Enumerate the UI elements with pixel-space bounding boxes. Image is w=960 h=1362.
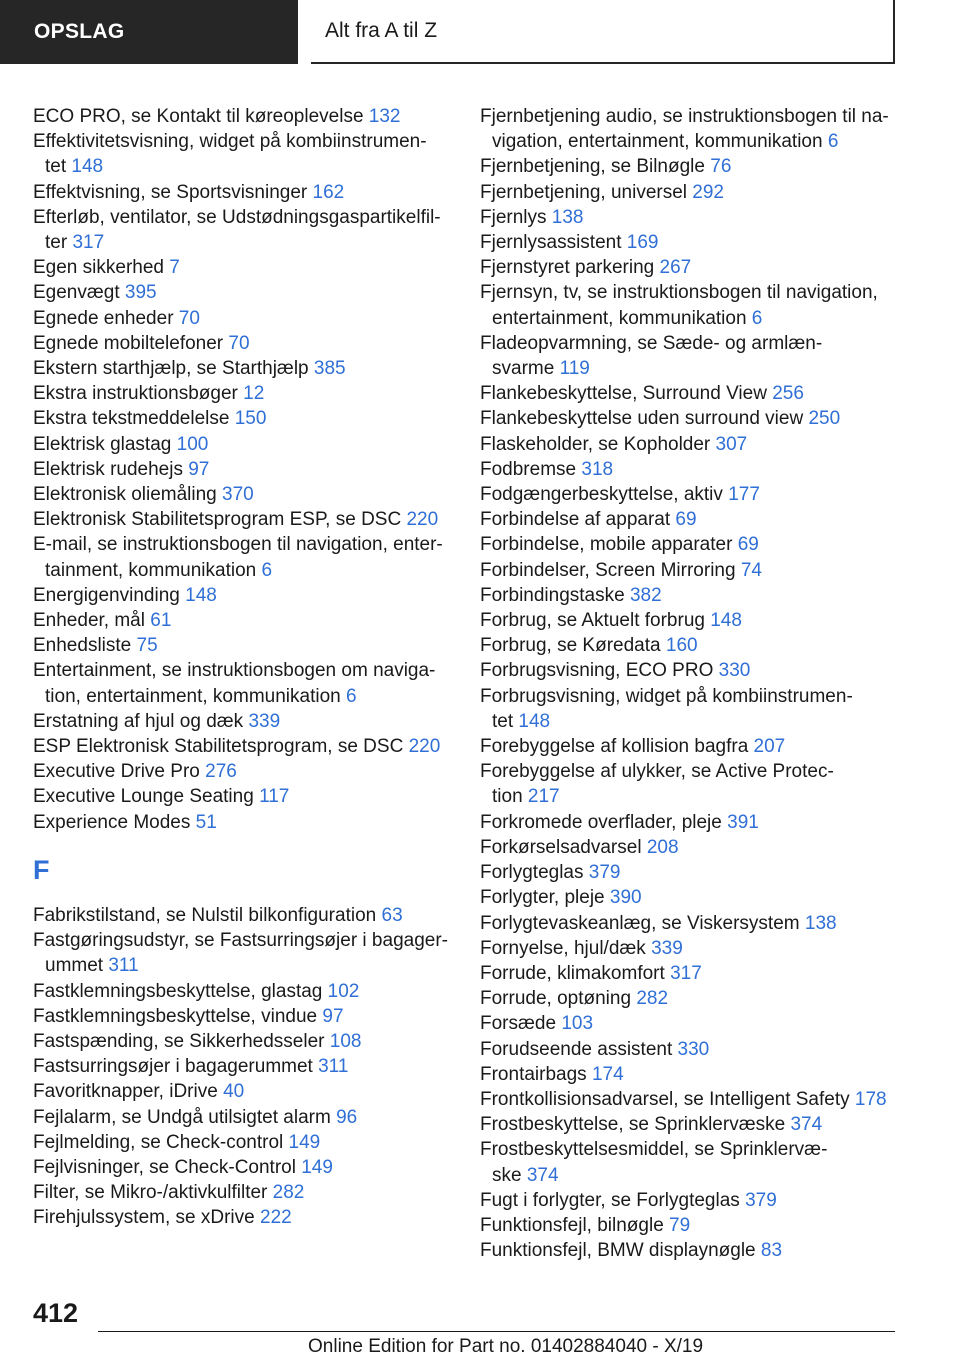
page-reference-link[interactable]: 69 bbox=[737, 534, 759, 556]
index-entry-term: Fornyelse, hjul/dæk bbox=[480, 937, 646, 959]
page-reference-link[interactable]: 12 bbox=[243, 383, 265, 405]
index-entry bbox=[480, 406, 920, 431]
page-reference-link[interactable]: 379 bbox=[745, 1189, 777, 1211]
index-entry-term: Frontairbags bbox=[480, 1063, 587, 1085]
page-reference-link[interactable]: 6 bbox=[827, 131, 839, 153]
index-entry-term: Fladeopvarmning, se Sæde- og armlæn- bbox=[480, 332, 823, 354]
index-entry bbox=[480, 734, 920, 759]
page-reference-link[interactable]: 250 bbox=[808, 408, 841, 430]
page-reference-link[interactable]: 317 bbox=[72, 232, 105, 254]
index-entry-term: Forudseende assistent bbox=[480, 1038, 673, 1060]
page-reference-link[interactable]: 256 bbox=[772, 383, 804, 405]
index-entry-term: Egenvægt bbox=[33, 282, 120, 304]
index-entry-term: Enhedsliste bbox=[33, 635, 132, 657]
page-reference-link[interactable]: 217 bbox=[527, 786, 560, 808]
index-entry bbox=[480, 759, 920, 809]
page-reference-link[interactable]: 70 bbox=[178, 307, 200, 329]
index-entry bbox=[480, 381, 920, 406]
index-entry-term: tet bbox=[492, 710, 514, 732]
footer-edition-text: Online Edition for Part no. 01402884040 - X/19 bbox=[308, 1336, 704, 1357]
index-entry-term: Enheder, mål bbox=[33, 610, 145, 632]
index-entry bbox=[480, 936, 920, 961]
page-reference-link[interactable]: 69 bbox=[675, 509, 697, 531]
page-reference-link[interactable]: 207 bbox=[753, 736, 786, 758]
index-entry-term: Energigenvinding bbox=[33, 584, 180, 606]
index-entry-term: Fjernlysassistent bbox=[480, 232, 622, 254]
index-entry-term: Forkromede overflader, pleje bbox=[480, 811, 722, 833]
page-reference-link[interactable]: 208 bbox=[646, 836, 679, 858]
index-entry bbox=[33, 709, 453, 734]
index-entry bbox=[33, 205, 453, 255]
page-reference-link[interactable]: 382 bbox=[629, 584, 662, 606]
page-reference-link[interactable]: 6 bbox=[261, 559, 273, 581]
page-header bbox=[0, 0, 960, 66]
page-reference-link[interactable]: 374 bbox=[790, 1114, 823, 1136]
index-entry bbox=[33, 381, 453, 406]
page-reference-link[interactable]: 311 bbox=[108, 955, 139, 977]
index-entry-term: Favoritknapper, iDrive bbox=[33, 1081, 218, 1103]
index-entry-term: tet bbox=[45, 156, 67, 178]
index-entry-term: Forlygteglas bbox=[480, 862, 584, 884]
index-entry bbox=[33, 1079, 453, 1104]
index-column-left bbox=[33, 104, 453, 1231]
index-entry bbox=[33, 129, 453, 179]
page-reference-link[interactable]: 391 bbox=[727, 811, 759, 833]
page-reference-link[interactable]: 162 bbox=[312, 181, 345, 203]
index-entry-term: Flankebeskyttelse, Surround View bbox=[480, 383, 767, 405]
index-entry-term: Fodbremse bbox=[480, 458, 577, 480]
index-entry bbox=[33, 979, 453, 1004]
page-reference-link[interactable]: 160 bbox=[665, 635, 698, 657]
index-entry-term: Fejlvisninger, se Check-Control bbox=[33, 1156, 296, 1178]
index-entry bbox=[33, 280, 453, 305]
index-entry bbox=[480, 205, 920, 230]
index-entry bbox=[33, 180, 453, 205]
index-entry bbox=[480, 860, 920, 885]
page-reference-link[interactable]: 169 bbox=[626, 232, 659, 254]
index-entry-term: Ekstra tekstmeddelelse bbox=[33, 408, 230, 430]
page-reference-link[interactable]: 83 bbox=[760, 1240, 783, 1262]
index-entry-term: Forebyggelse af kollision bagfra bbox=[480, 736, 749, 758]
index-entry-term: Egnede enheder bbox=[33, 307, 174, 329]
page-reference-link[interactable]: 385 bbox=[313, 358, 346, 380]
index-entry bbox=[33, 1180, 453, 1205]
index-entry-term: Fastsurringsøjer i bagagerummet bbox=[33, 1056, 313, 1078]
page-reference-link[interactable]: 74 bbox=[740, 559, 762, 581]
index-entry-term: ESP Elektronisk Stabilitetsprogram, se DSC bbox=[33, 736, 404, 758]
index-entry-term: Funktionsfejl, bilnøgle bbox=[480, 1214, 664, 1236]
index-entry bbox=[480, 457, 920, 482]
index-entry bbox=[480, 911, 920, 936]
page-reference-link[interactable]: 330 bbox=[677, 1038, 710, 1060]
page-reference-link[interactable]: 61 bbox=[150, 610, 172, 632]
page-reference-link[interactable]: 390 bbox=[609, 887, 642, 909]
index-list-e bbox=[33, 104, 453, 835]
index-entry-term: Executive Lounge Seating bbox=[33, 786, 254, 808]
index-list-f bbox=[33, 903, 453, 1231]
page-reference-link[interactable]: 317 bbox=[670, 962, 702, 984]
index-entry-term: Fjernbetjening audio, se instruktionsbogen til na- bbox=[480, 106, 889, 127]
index-entry bbox=[480, 104, 920, 154]
index-entry bbox=[480, 532, 920, 557]
page-reference-link[interactable]: 138 bbox=[804, 912, 837, 934]
page-reference-link[interactable]: 6 bbox=[346, 685, 357, 707]
page-reference-link[interactable]: 149 bbox=[288, 1131, 321, 1153]
index-entry bbox=[33, 1029, 453, 1054]
index-entry-term: Erstatning af hjul og dæk bbox=[33, 710, 244, 732]
index-entry bbox=[480, 583, 920, 608]
index-entry-term: Fjernstyret parkering bbox=[480, 257, 655, 279]
page-reference-link[interactable]: 119 bbox=[559, 358, 590, 380]
page-reference-link[interactable]: 100 bbox=[176, 433, 209, 455]
index-entry bbox=[33, 903, 453, 928]
index-entry bbox=[33, 507, 453, 532]
section-tab[interactable]: OPSLAG bbox=[0, 0, 298, 64]
index-entry bbox=[480, 331, 920, 381]
index-entry bbox=[480, 1062, 920, 1087]
index-entry-term: Egnede mobiltelefoner bbox=[33, 332, 224, 354]
index-entry-term: Elektronisk oliemåling bbox=[33, 484, 217, 506]
index-entry bbox=[480, 986, 920, 1011]
index-entry-term: Effektvisning, se Sportsvisninger bbox=[33, 181, 308, 203]
page-reference-link[interactable]: 7 bbox=[169, 257, 180, 279]
index-entry-term: Forbrug, se Aktuelt forbrug bbox=[480, 610, 705, 632]
index-entry-term: Fjernsyn, tv, se instruktionsbogen til navigation, bbox=[480, 282, 878, 304]
index-entry-term: Forbrug, se Køredata bbox=[480, 635, 661, 657]
section-letter-heading: F bbox=[33, 854, 50, 885]
index-entry bbox=[33, 255, 453, 280]
page-reference-link[interactable]: 149 bbox=[301, 1156, 333, 1178]
index-entry bbox=[33, 784, 453, 809]
index-entry bbox=[33, 356, 453, 381]
page-reference-link[interactable]: 282 bbox=[636, 988, 669, 1010]
page-reference-link[interactable]: 307 bbox=[715, 433, 748, 455]
index-entry-term: Ekstra instruktionsbøger bbox=[33, 383, 238, 405]
index-entry bbox=[480, 885, 920, 910]
page-reference-link[interactable]: 138 bbox=[551, 206, 584, 228]
index-entry-term: Experience Modes bbox=[33, 811, 191, 833]
page-reference-link[interactable]: 222 bbox=[260, 1207, 292, 1229]
index-entry-term: entertainment, kommunikation bbox=[492, 307, 747, 329]
index-entry-term: Forebyggelse af ulykker, se Active Protec- bbox=[480, 761, 834, 783]
index-entry-term: Forbindelse af apparat bbox=[480, 509, 671, 531]
index-entry-term: Forbrugsvisning, widget på kombiinstrumen- bbox=[480, 685, 853, 707]
index-entry-term: Flankebeskyttelse uden surround view bbox=[480, 408, 804, 430]
index-entry-term: Forrude, klimakomfort bbox=[480, 962, 665, 984]
index-entry-term: Fabrikstilstand, se Nulstil bilkonfiguration bbox=[33, 904, 377, 926]
index-entry-term: Funktionsfejl, BMW displaynøgle bbox=[480, 1240, 756, 1262]
page-reference-link[interactable]: 339 bbox=[248, 710, 281, 732]
page-reference-link[interactable]: 330 bbox=[718, 660, 751, 682]
page-reference-link[interactable]: 379 bbox=[588, 862, 621, 884]
page-number: 412 bbox=[33, 1298, 79, 1328]
index-entry bbox=[480, 154, 920, 179]
page-reference-link[interactable]: 370 bbox=[222, 484, 254, 506]
index-entry bbox=[33, 608, 453, 633]
index-entry-term: Effektivitetsvisning, widget på kombiinstrumen- bbox=[33, 131, 427, 153]
index-entry-term: Forbindingstaske bbox=[480, 584, 625, 606]
page-reference-link[interactable]: 395 bbox=[124, 282, 157, 304]
index-entry-term: Fodgængerbeskyttelse, aktiv bbox=[480, 484, 723, 506]
index-entry bbox=[33, 1105, 453, 1130]
page-reference-link[interactable]: 51 bbox=[195, 811, 217, 833]
index-entry bbox=[480, 1238, 920, 1263]
index-entry-term: Frontkollisionsadvarsel, se Intelligent Safety bbox=[480, 1088, 850, 1110]
page-reference-link[interactable]: 276 bbox=[205, 761, 237, 783]
page-reference-link[interactable]: 292 bbox=[692, 181, 724, 203]
index-entry-term: Egen sikkerhed bbox=[33, 257, 164, 279]
index-entry-term: Fastklemningsbeskyttelse, glastag bbox=[33, 980, 323, 1002]
page-reference-link[interactable]: 103 bbox=[561, 1013, 594, 1035]
index-entry bbox=[33, 1130, 453, 1155]
index-entry-term: Forbindelser, Screen Mirroring bbox=[480, 559, 736, 581]
index-entry bbox=[33, 658, 453, 708]
page-reference-link[interactable]: 117 bbox=[259, 786, 290, 808]
page-reference-link[interactable]: 148 bbox=[185, 584, 217, 606]
page-reference-link[interactable]: 75 bbox=[136, 635, 158, 657]
index-entry-term: vigation, entertainment, kommunikation bbox=[492, 131, 823, 153]
page-reference-link[interactable]: 97 bbox=[188, 458, 210, 480]
index-entry bbox=[33, 1054, 453, 1079]
page-reference-link[interactable]: 150 bbox=[234, 408, 267, 430]
index-entry bbox=[480, 608, 920, 633]
page-reference-link[interactable]: 374 bbox=[526, 1164, 559, 1186]
index-entry bbox=[33, 583, 453, 608]
index-entry bbox=[480, 1112, 920, 1137]
page-reference-link[interactable]: 148 bbox=[71, 156, 104, 178]
index-entry bbox=[33, 759, 453, 784]
index-entry-term: Firehjulssystem, se xDrive bbox=[33, 1207, 255, 1229]
index-entry bbox=[480, 633, 920, 658]
index-entry-term: Flaskeholder, se Kopholder bbox=[480, 433, 711, 455]
index-entry-term: Elektrisk rudehejs bbox=[33, 458, 183, 480]
page-reference-link[interactable]: 6 bbox=[751, 307, 763, 329]
index-entry bbox=[480, 658, 920, 683]
index-entry bbox=[480, 1011, 920, 1036]
page-reference-link[interactable]: 108 bbox=[329, 1030, 362, 1052]
index-entry bbox=[480, 1087, 920, 1112]
index-entry-term: Executive Drive Pro bbox=[33, 761, 200, 783]
page-reference-link[interactable]: 40 bbox=[223, 1081, 245, 1103]
index-entry-term: tainment, kommunikation bbox=[45, 559, 257, 581]
index-entry bbox=[33, 482, 453, 507]
index-entry-term: Entertainment, se instruktionsbogen om naviga- bbox=[33, 660, 436, 682]
index-entry bbox=[480, 180, 920, 205]
page-reference-link[interactable]: 97 bbox=[322, 1005, 344, 1027]
index-entry bbox=[33, 1004, 453, 1029]
index-entry bbox=[33, 810, 453, 835]
index-entry-term: Forsæde bbox=[480, 1013, 557, 1035]
index-entry bbox=[480, 1037, 920, 1062]
page-reference-link[interactable]: 339 bbox=[651, 937, 683, 959]
index-column-right bbox=[480, 104, 920, 1263]
page-reference-link[interactable]: 70 bbox=[228, 332, 250, 354]
index-entry-term: Elektronisk Stabilitetsprogram ESP, se DSC bbox=[33, 509, 402, 531]
index-entry bbox=[33, 457, 453, 482]
chapter-title: Alt fra A til Z bbox=[311, 0, 895, 64]
page-reference-link[interactable]: 96 bbox=[336, 1106, 358, 1128]
page-reference-link[interactable]: 267 bbox=[659, 257, 692, 279]
index-entry-term: Fastspænding, se Sikkerhedsseler bbox=[33, 1030, 325, 1052]
index-entry-term: Forbindelse, mobile apparater bbox=[480, 534, 733, 556]
index-entry-term: Forlygter, pleje bbox=[480, 887, 605, 909]
index-entry bbox=[33, 331, 453, 356]
index-entry bbox=[33, 1155, 453, 1180]
index-entry bbox=[33, 406, 453, 431]
index-entry-term: Fejlmelding, se Check-control bbox=[33, 1131, 284, 1153]
page-reference-link[interactable]: 311 bbox=[318, 1056, 349, 1078]
index-entry-term: Forlygtevaskeanlæg, se Viskersystem bbox=[480, 912, 800, 934]
index-entry bbox=[33, 532, 453, 582]
index-entry-term: tion bbox=[492, 786, 523, 808]
index-entry-term: Fastgøringsudstyr, se Fastsurringsøjer i bagager- bbox=[33, 930, 448, 952]
index-entry bbox=[480, 482, 920, 507]
index-entry-term: Ekstern starthjælp, se Starthjælp bbox=[33, 358, 309, 380]
page-reference-link[interactable]: 132 bbox=[368, 106, 401, 127]
index-entry-term: Fjernbetjening, se Bilnøgle bbox=[480, 156, 705, 178]
index-entry-term: ske bbox=[492, 1164, 522, 1186]
index-entry-term: ter bbox=[45, 232, 68, 254]
page-reference-link[interactable]: 148 bbox=[518, 710, 551, 732]
page-reference-link[interactable]: 102 bbox=[327, 980, 360, 1002]
index-entry-term: Fastklemningsbeskyttelse, vindue bbox=[33, 1005, 318, 1027]
index-entry bbox=[480, 835, 920, 860]
page-reference-link[interactable]: 220 bbox=[406, 509, 439, 531]
index-entry bbox=[480, 1188, 920, 1213]
index-entry-term: Efterløb, ventilator, se Udstødningsgaspartikelfil- bbox=[33, 206, 441, 228]
index-entry-term: Filter, se Mikro-/aktivkulfilter bbox=[33, 1182, 268, 1204]
index-entry bbox=[480, 230, 920, 255]
index-entry bbox=[480, 432, 920, 457]
index-entry bbox=[480, 1137, 920, 1187]
index-entry bbox=[480, 255, 920, 280]
index-entry bbox=[480, 507, 920, 532]
index-entry bbox=[480, 1213, 920, 1238]
page-reference-link[interactable]: 177 bbox=[728, 484, 760, 506]
index-entry-term: Forrude, optøning bbox=[480, 988, 632, 1010]
index-entry bbox=[480, 810, 920, 835]
index-entry bbox=[480, 684, 920, 734]
page-reference-link[interactable]: 148 bbox=[710, 610, 742, 632]
index-entry bbox=[33, 1205, 453, 1230]
index-entry-term: Frostbeskyttelsesmiddel, se Sprinklervæ- bbox=[480, 1139, 828, 1161]
page-reference-link[interactable]: 174 bbox=[591, 1063, 624, 1085]
index-entry bbox=[33, 306, 453, 331]
index-entry bbox=[33, 432, 453, 457]
index-entry bbox=[480, 961, 920, 986]
index-entry-term: E-mail, se instruktionsbogen til navigation, enter- bbox=[33, 534, 443, 556]
page-reference-link[interactable]: 220 bbox=[408, 736, 441, 758]
index-entry-term: Fjernlys bbox=[480, 206, 547, 228]
index-entry-term: Frostbeskyttelse, se Sprinklervæske bbox=[480, 1114, 786, 1136]
page-reference-link[interactable]: 79 bbox=[669, 1214, 691, 1236]
index-entry bbox=[33, 734, 453, 759]
page-reference-link[interactable]: 76 bbox=[710, 156, 732, 178]
index-entry bbox=[480, 558, 920, 583]
index-entry-term: Elektrisk glastag bbox=[33, 433, 172, 455]
index-entry bbox=[33, 104, 453, 129]
page-reference-link[interactable]: 178 bbox=[854, 1088, 887, 1110]
index-entry bbox=[33, 633, 453, 658]
index-list-right bbox=[480, 104, 920, 1263]
index-entry-term: svarme bbox=[492, 358, 555, 380]
index-entry bbox=[480, 280, 920, 330]
index-entry-term: ECO PRO, se Kontakt til køreoplevelse bbox=[33, 106, 364, 127]
index-entry-term: Fejlalarm, se Undgå utilsigtet alarm bbox=[33, 1106, 331, 1128]
page-reference-link[interactable]: 318 bbox=[581, 458, 614, 480]
page-reference-link[interactable]: 63 bbox=[381, 904, 403, 926]
page-reference-link[interactable]: 282 bbox=[272, 1182, 305, 1204]
index-entry-term: tion, entertainment, kommunikation bbox=[45, 685, 341, 707]
index-entry-term: Forkørselsadvarsel bbox=[480, 836, 642, 858]
index-entry-term: Fugt i forlygter, se Forlygteglas bbox=[480, 1189, 740, 1211]
footer-divider bbox=[98, 1331, 895, 1332]
index-entry-term: Fjernbetjening, universel bbox=[480, 181, 688, 203]
index-entry-term: Forbrugsvisning, ECO PRO bbox=[480, 660, 714, 682]
index-entry bbox=[33, 928, 453, 978]
index-entry-term: ummet bbox=[45, 955, 104, 977]
